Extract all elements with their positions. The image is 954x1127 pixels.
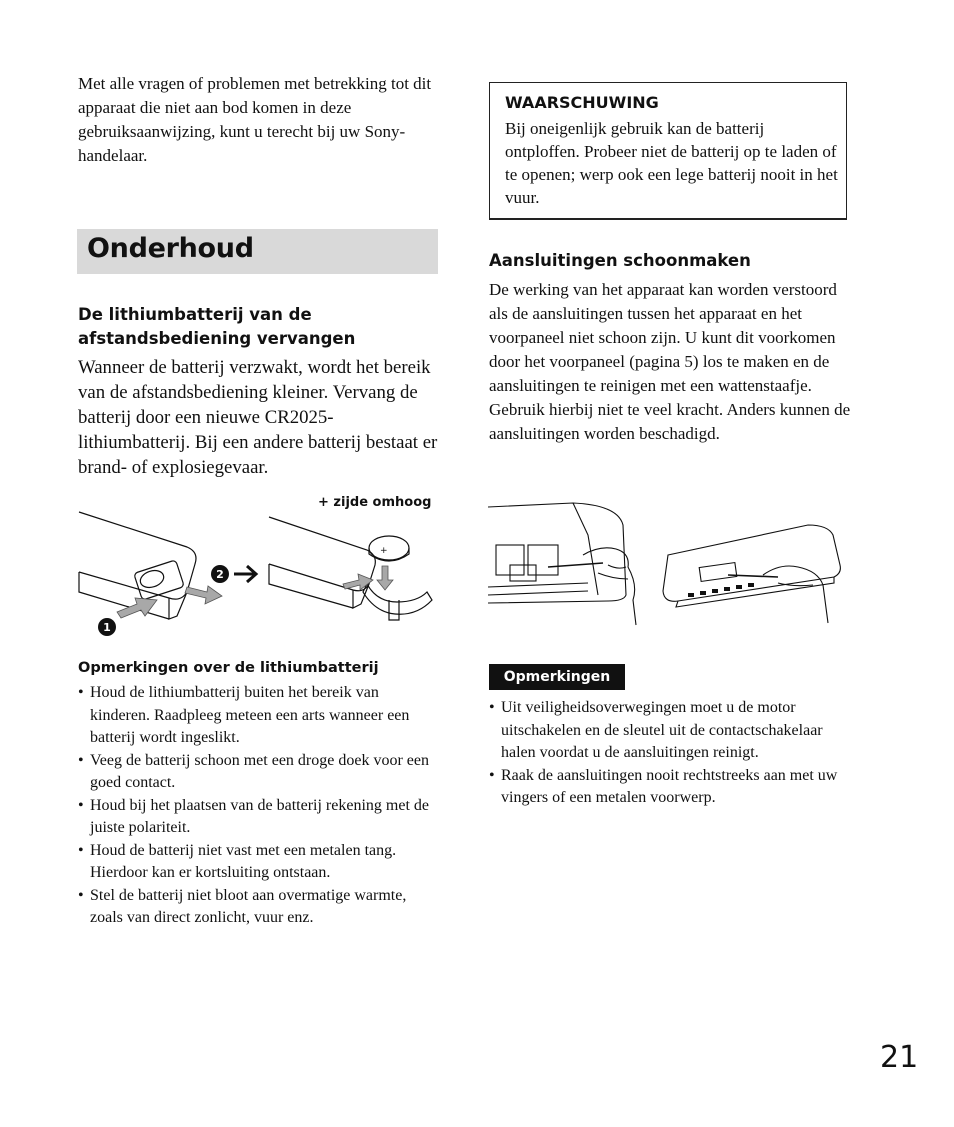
battery-heading: De lithiumbatterij van de afstandsbediening vervangen bbox=[78, 305, 356, 348]
list-item: • Houd bij het plaatsen van de batterij rekening met de juiste polariteit. bbox=[78, 795, 440, 840]
coin-battery bbox=[369, 536, 409, 560]
battery-replacement-illustration bbox=[77, 492, 439, 642]
cleaning-body: De werking van het apparaat kan worden verstoord als de aansluitingen tussen het apparaat en het voorpaneel niet schoon zijn. U kunt dit voorkomen door het voorpaneel (pagina 5) los te maken en de aansluitingen te reinigen met een wattenstaafje. Gebruik hierbij niet te veel kracht. Anders kunnen de aansluitingen worden beschadigd. bbox=[489, 280, 851, 443]
battery-notes-list bbox=[78, 682, 440, 930]
list-item: • Houd de batterij niet vast met een metalen tang. Hierdoor kan er kortsluiting ontstaan. bbox=[78, 840, 440, 885]
right-arrow-icon bbox=[234, 566, 256, 582]
notes-badge: Opmerkingen bbox=[489, 664, 625, 690]
cotton-swab-left bbox=[548, 563, 603, 567]
figure-label-plus-side-up: + zijde omhoog bbox=[318, 495, 432, 510]
battery-notes-heading: Opmerkingen over de lithiumbatterij bbox=[78, 660, 379, 676]
hand-right bbox=[763, 566, 828, 623]
step-2-number: 2 bbox=[216, 568, 224, 581]
warning-text: Bij oneigenlijk gebruik kan de batterij ontploffen. Probeer niet de batterij op te laden of te openen; werp ook een lege batterij nooit in het vuur. bbox=[505, 119, 838, 207]
car-unit bbox=[488, 503, 626, 603]
battery-body: Wanneer de batterij verzwakt, wordt het bereik van de afstandsbediening kleiner. Vervang de batterij door een nieuwe CR2025-lithiumbatterij. Bij een andere batterij bestaat er brand- of explosiegevaar. bbox=[78, 357, 438, 478]
cleaning-heading: Aansluitingen schoonmaken bbox=[489, 251, 751, 270]
battery-tray-left bbox=[134, 560, 184, 600]
cleaning-connectors-illustration bbox=[488, 495, 853, 635]
intro-paragraph: Met alle vragen of problemen met betrekking tot dit apparaat die niet aan bod komen in deze gebruiksaanwijzing, kunt u terecht bij uw Sony-handelaar. bbox=[78, 74, 432, 165]
list-item: • Veeg de batterij schoon met een droge doek voor een goed contact. bbox=[78, 750, 440, 795]
page-number: 21 bbox=[880, 1040, 919, 1075]
list-item: • Raak de aansluitingen nooit rechtstreeks aan met uw vingers of een metalen voorwerp. bbox=[489, 765, 851, 810]
warning-title: WAARSCHUWING bbox=[505, 93, 659, 112]
hand-left bbox=[583, 548, 636, 625]
panel-connector bbox=[699, 563, 737, 582]
section-header-bar bbox=[77, 229, 438, 274]
battery-tray-right bbox=[363, 584, 432, 614]
front-panel bbox=[663, 525, 840, 601]
svg-text:+: + bbox=[380, 546, 388, 556]
pull-arrow-2 bbox=[185, 586, 222, 604]
list-item: • Uit veiligheidsoverwegingen moet u de motor uitschakelen en de sleutel uit de contactschakelaar halen voordat u de aansluitingen reinigt. bbox=[489, 697, 851, 765]
list-item: • Stel de batterij niet bloot aan overmatige warmte, zoals van direct zonlicht, vuur enz. bbox=[78, 885, 440, 930]
step-1-number: 1 bbox=[103, 621, 111, 634]
section-title: Onderhoud bbox=[87, 233, 254, 264]
list-item: • Houd de lithiumbatterij buiten het bereik van kinderen. Raadpleeg meteen een arts wanneer een batterij wordt ingeslikt. bbox=[78, 682, 440, 750]
push-arrow-1 bbox=[117, 598, 157, 618]
warning-box bbox=[489, 82, 847, 220]
down-arrow bbox=[377, 566, 393, 590]
cleaning-notes-list bbox=[489, 697, 851, 810]
